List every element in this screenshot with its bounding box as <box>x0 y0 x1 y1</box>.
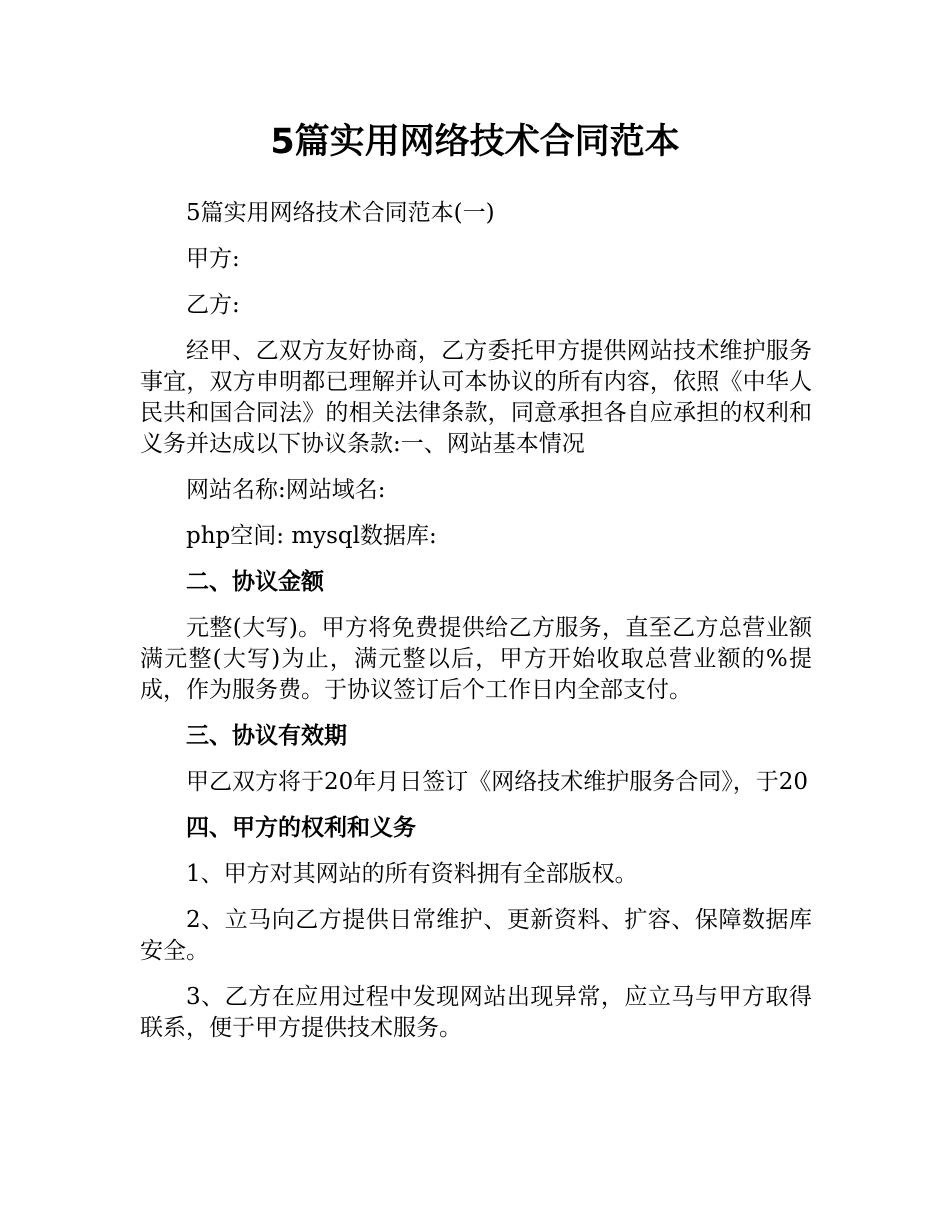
paragraph-subtitle: 5篇实用网络技术合同范本(一) <box>186 200 495 226</box>
paragraph-party-b: 乙方: <box>186 292 240 318</box>
paragraph-validity: 甲乙双方将于20年月日签订《网络技术维护服务合同》，于20 <box>186 769 809 795</box>
paragraph-php-mysql: php空间: mysql数据库: <box>186 523 437 549</box>
paragraph-preamble: 经甲、乙双方友好协商，乙方委托甲方提供网站技术维护服务事宜，双方申明都已理解并认可本协议的所有内容，依照《中华人民共和国合同法》的相关法律条款，同意承担各自应承担的权利和义务并达成以下协议条款:一、网站基本情况 <box>140 338 812 457</box>
paragraph-item-1: 1、甲方对其网站的所有资料拥有全部版权。 <box>186 861 638 887</box>
paragraph-item-2: 2、立马向乙方提供日常维护、更新资料、扩容、保障数据库安全。 <box>140 907 812 964</box>
paragraph-site-name: 网站名称:网站域名: <box>186 477 386 503</box>
document-body <box>140 198 812 1059</box>
paragraph-party-a: 甲方: <box>186 246 240 272</box>
section-heading-amount: 二、协议金额 <box>186 569 324 595</box>
paragraph-item-3: 3、乙方在应用过程中发现网站出现异常，应立马与甲方取得联系，便于甲方提供技术服务。 <box>140 984 812 1041</box>
document-title: 5篇实用网络技术合同范本 <box>270 122 680 162</box>
paragraph-amount: 元整(大写)。甲方将免费提供给乙方服务，直至乙方总营业额满元整(大写)为止，满元整以后，甲方开始收取总营业额的%提成，作为服务费。于协议签订后个工作日内全部支付。 <box>140 615 812 703</box>
section-heading-validity: 三、协议有效期 <box>186 723 347 749</box>
section-heading-party-a-rights: 四、甲方的权利和义务 <box>186 815 416 841</box>
